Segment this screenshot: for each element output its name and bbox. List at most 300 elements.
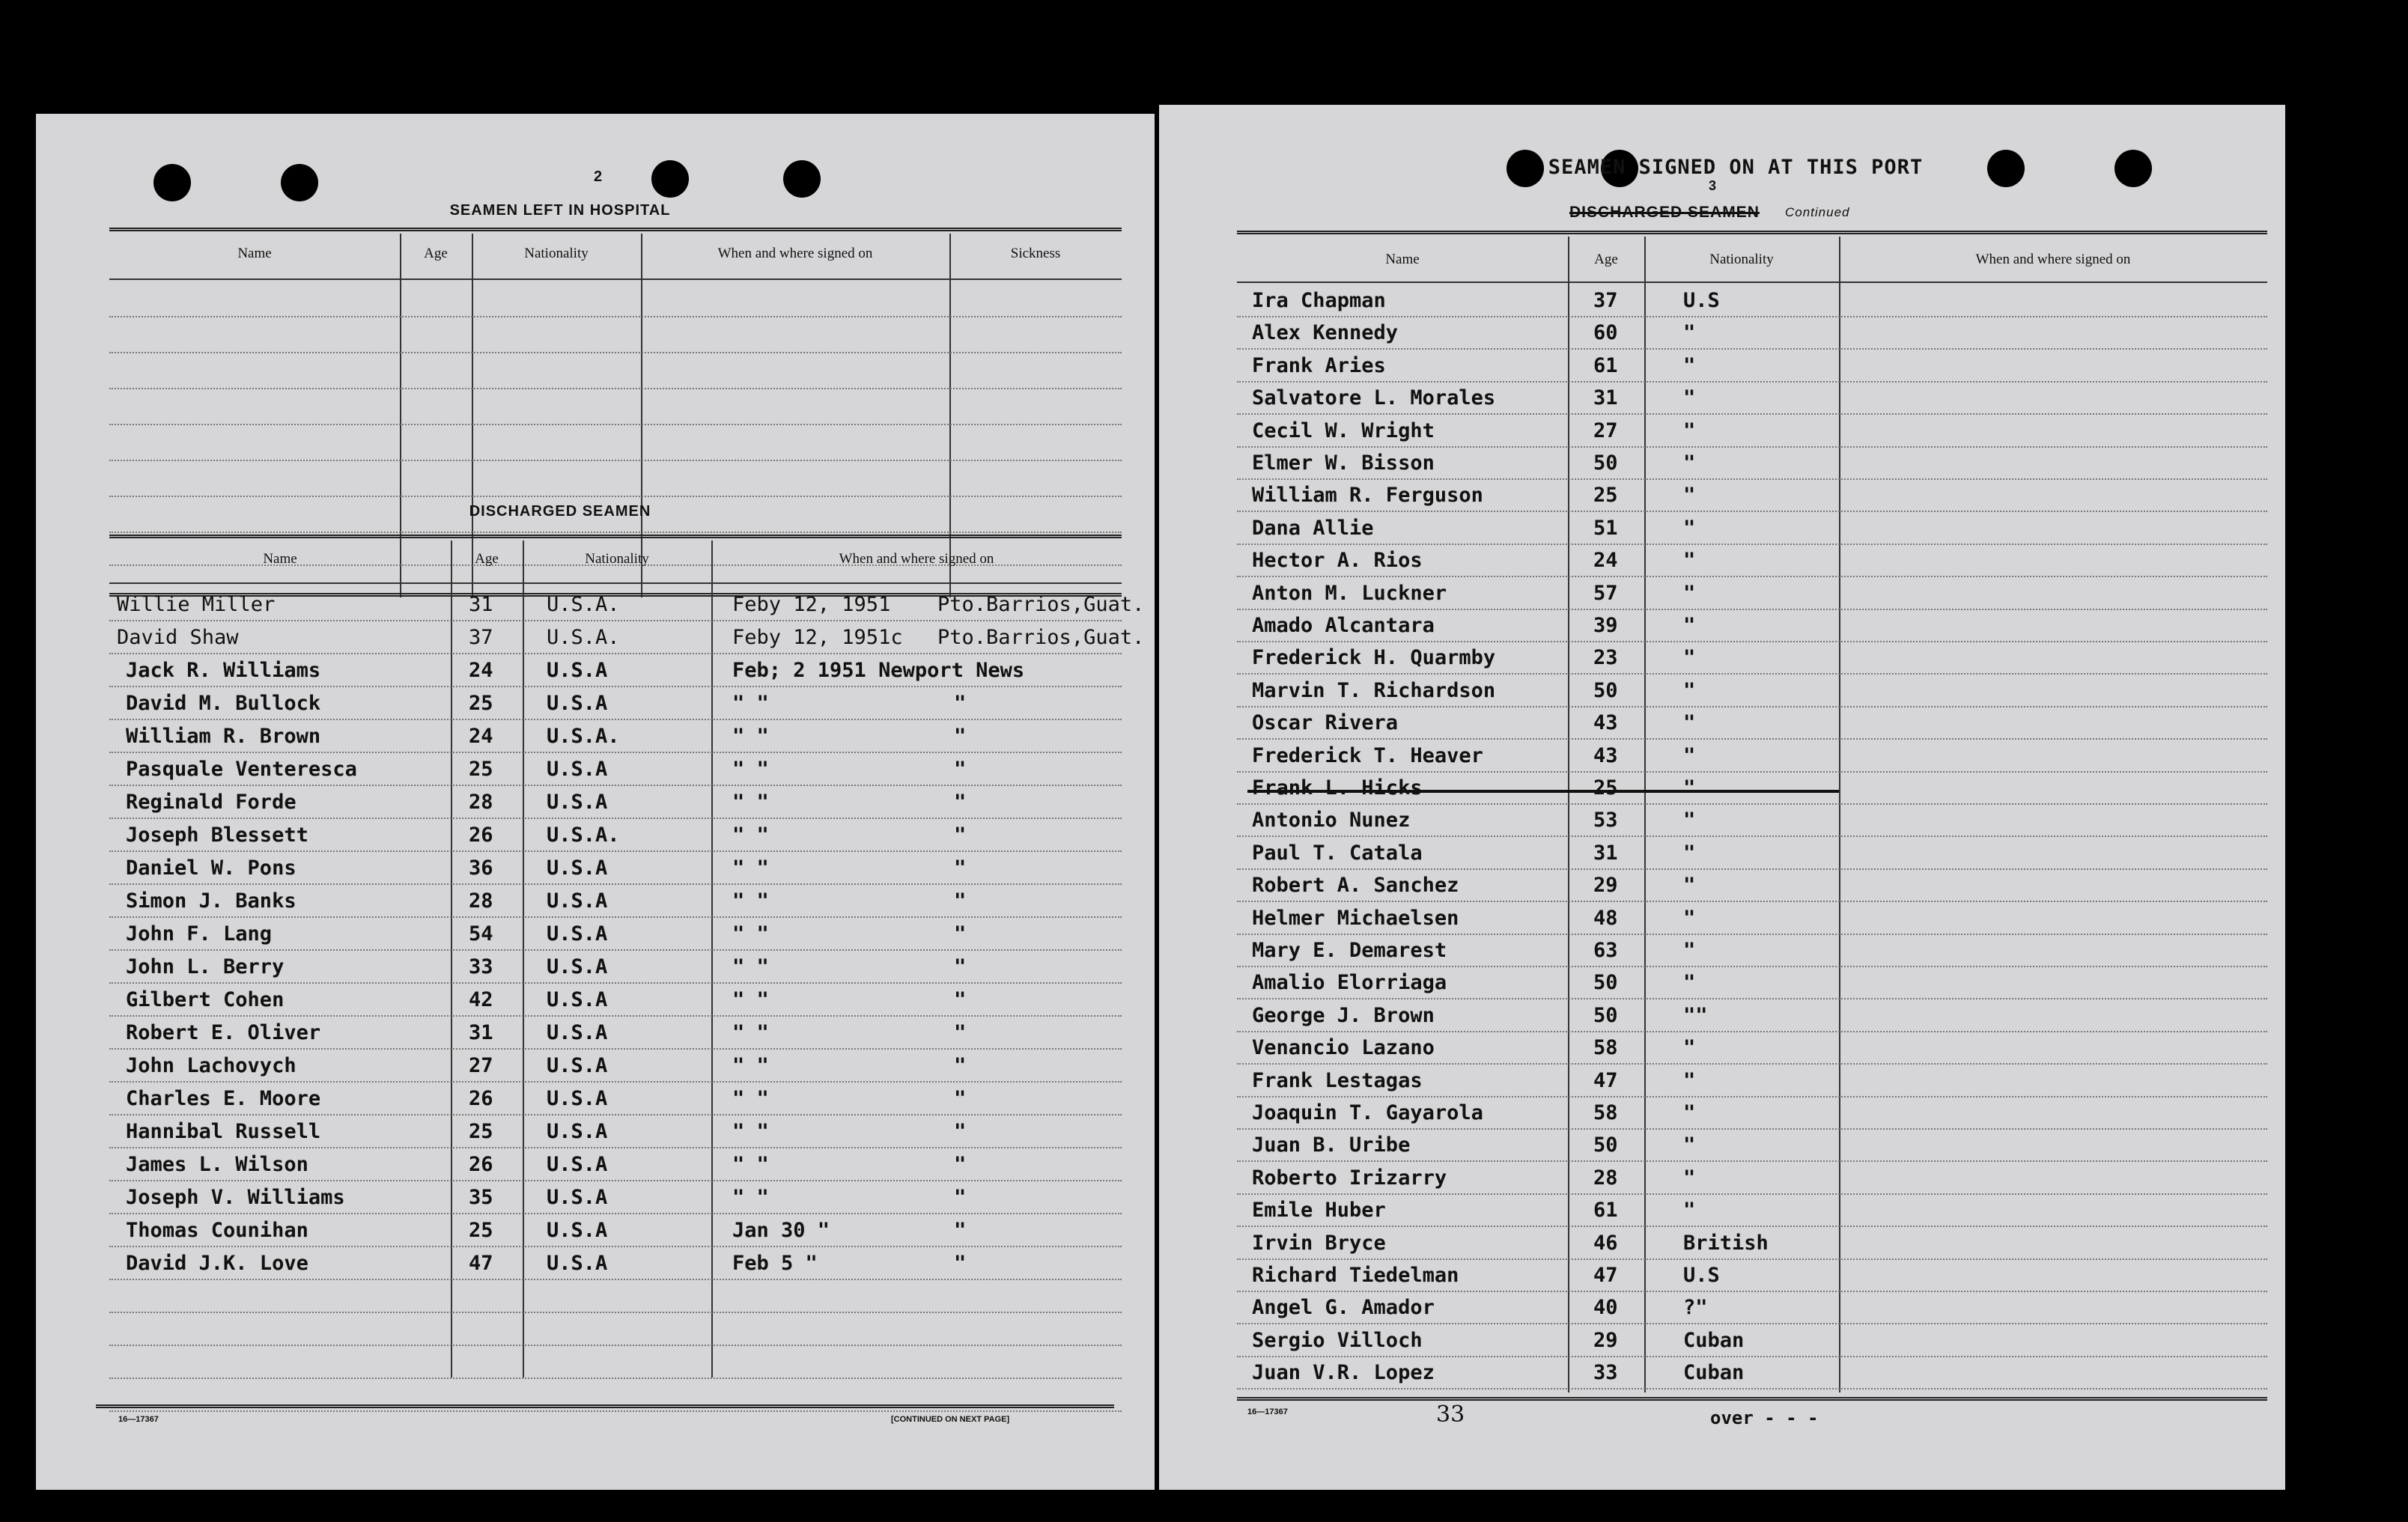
row-rule [1237,1160,2267,1162]
seaman-nationality: U.S.A [547,922,608,946]
row-rule [109,916,1122,918]
seaman-name: Angel G. Amador [1252,1296,1435,1319]
seaman-age: 36 [469,856,493,880]
seaman-nationality: U.S.A [547,791,608,814]
seaman-nationality: " [1683,809,1696,832]
row-rule [109,496,1122,497]
row-rule [1237,413,2267,415]
punch-hole [651,160,689,198]
row-rule [109,532,1122,533]
row-rule [109,1048,1122,1050]
table-rule [1237,281,2267,283]
row-rule [109,686,1122,687]
row-rule [109,850,1122,852]
seaman-age: 25 [469,1219,493,1242]
seaman-age: 25 [469,758,493,781]
signed-on-date: " " [732,1153,769,1176]
seaman-name: John L. Berry [126,955,285,978]
seaman-nationality: " [1683,582,1696,605]
row-rule [109,752,1122,753]
column-divider [1839,237,1840,1392]
row-rule [1237,511,2267,512]
seaman-age: 43 [1593,744,1618,767]
row-rule [1237,1193,2267,1195]
seaman-age: 23 [1593,646,1618,669]
seaman-name: Amado Alcantara [1252,614,1435,637]
signed-on-place: " [954,922,967,946]
row-rule [1237,835,2267,837]
seaman-name: Emile Huber [1252,1199,1386,1222]
row-rule [109,352,1122,353]
row-rule [1237,934,2267,935]
column-divider [472,234,473,597]
seaman-age: 39 [1593,614,1618,637]
seaman-nationality: U.S.A. [547,626,620,649]
seaman-nationality: U.S.A [547,1054,608,1077]
signed-on-date: " " [732,955,769,978]
seaman-age: 33 [469,955,493,978]
seaman-nationality: U.S [1683,1264,1720,1287]
seaman-name: Venancio Lazano [1252,1036,1435,1059]
row-rule [1237,478,2267,480]
column-divider [1644,237,1646,1392]
signed-on-place: " [954,1186,967,1209]
discharged-col-name: Name [263,551,297,567]
punch-hole [153,164,191,201]
row-rule [109,1015,1122,1017]
row-rule [1237,868,2267,870]
seaman-age: 61 [1593,1199,1618,1222]
signed-on-date: " " [732,856,769,880]
row-rule [109,620,1122,621]
seaman-name: Marvin T. Richardson [1252,679,1496,702]
seaman-nationality: Cuban [1683,1329,1745,1352]
signed-on-place: Pto.Barrios,Guat. [937,593,1145,616]
row-rule [1237,998,2267,999]
seaman-nationality: U.S.A. [547,824,620,847]
seaman-age: 31 [1593,386,1618,410]
seaman-name: Joseph Blessett [126,824,308,847]
seaman-age: 35 [469,1186,493,1209]
seaman-age: 29 [1593,874,1618,897]
seaman-name: John Lachovych [126,1054,297,1077]
signed-on-date: " " [732,1186,769,1209]
seaman-nationality: U.S.A [547,988,608,1011]
table-rule [109,535,1122,538]
seaman-age: 43 [1593,711,1618,734]
signed-on-place: " [954,889,967,913]
seaman-age: 24 [469,659,493,682]
seaman-age: 31 [469,593,493,616]
seaman-name: David J.K. Love [126,1252,308,1275]
column-divider [451,541,452,1378]
signed-on-place: " [954,955,967,978]
seaman-age: 50 [1593,679,1618,702]
seaman-name: Thomas Counihan [126,1219,308,1242]
seaman-name: Gilbert Cohen [126,988,285,1011]
seaman-name: Ira Chapman [1252,289,1386,312]
seaman-nationality: U.S.A [547,1087,608,1110]
row-rule [1237,544,2267,545]
seaman-name: Mary E. Demarest [1252,939,1447,962]
row-rule [1237,316,2267,317]
col-nationality: Nationality [1709,252,1774,267]
seaman-nationality: U.S.A [547,1252,608,1275]
discharged-col-nationality: Nationality [585,551,649,567]
seaman-age: 26 [469,1153,493,1176]
seaman-name: Pasquale Venteresca [126,758,357,781]
seaman-age: 42 [469,988,493,1011]
seaman-name: Robert E. Oliver [126,1021,321,1044]
seaman-name: David M. Bullock [126,692,321,715]
seaman-age: 28 [469,791,493,814]
seaman-name: Sergio Villoch [1252,1329,1423,1352]
seaman-nationality: " [1683,939,1696,962]
seaman-nationality: " [1683,1101,1696,1124]
hospital-col-name: Name [237,246,272,261]
col-name: Name [1385,252,1420,267]
continued-note: [CONTINUED ON NEXT PAGE] [891,1415,1010,1424]
row-rule [1237,1388,2267,1389]
row-rule [1237,966,2267,967]
row-rule [1237,1323,2267,1324]
signed-on-date: " " [732,1087,769,1110]
col-age: Age [1594,252,1618,267]
column-divider [711,541,713,1378]
page-number: 3 [1709,178,1718,193]
seaman-nationality: U.S.A [547,1219,608,1242]
row-rule [109,1246,1122,1247]
signed-on-date: Jan 30 " [732,1219,830,1242]
seaman-nationality: " [1683,646,1696,669]
row-rule [109,719,1122,720]
seaman-age: 27 [469,1054,493,1077]
seaman-nationality: "" [1683,1004,1708,1027]
seaman-nationality: " [1683,776,1696,800]
column-divider [949,234,951,597]
seaman-name: Willie Miller [117,593,276,616]
seaman-age: 37 [1593,289,1618,312]
column-divider [400,234,401,597]
col-signed-on: When and where signed on [1975,252,2131,267]
seaman-age: 25 [1593,776,1618,800]
seaman-nationality: " [1683,321,1696,344]
seaman-nationality: U.S.A [547,659,608,682]
seaman-age: 47 [1593,1264,1618,1287]
signed-on-place: " [954,791,967,814]
signed-on-place: " [954,1087,967,1110]
page-title: SEAMEN SIGNED ON AT THIS PORT [1548,156,1924,179]
row-rule [109,1378,1122,1379]
subtitle-note: Continued [1785,205,1850,219]
seaman-name: Frederick H. Quarmby [1252,646,1496,669]
punch-hole [2114,150,2152,187]
seaman-name: Charles E. Moore [126,1087,321,1110]
discharged-col-signed-on: When and where signed on [839,551,994,567]
seaman-name: Hector A. Rios [1252,549,1423,572]
signed-on-place: Pto.Barrios,Guat. [937,626,1145,649]
signed-on-date: " " [732,1021,769,1044]
seaman-age: 61 [1593,354,1618,377]
seaman-age: 26 [469,1087,493,1110]
seaman-name: Cecil W. Wright [1252,419,1435,442]
seaman-nationality: " [1683,971,1696,994]
seaman-nationality: " [1683,907,1696,930]
seaman-age: 31 [1593,841,1618,865]
seaman-name: Juan B. Uribe [1252,1133,1411,1157]
seaman-name: Joaquin T. Gayarola [1252,1101,1483,1124]
seaman-nationality: U.S.A [547,758,608,781]
signed-on-date: " " [732,988,769,1011]
signed-on-date: " " [732,1120,769,1143]
seaman-name: Reginald Forde [126,791,297,814]
seaman-name: Oscar Rivera [1252,711,1399,734]
seaman-nationality: " [1683,874,1696,897]
seaman-age: 57 [1593,582,1618,605]
seaman-age: 58 [1593,1036,1618,1059]
signed-on-place: " [954,824,967,847]
row-rule [109,949,1122,951]
seaman-age: 50 [1593,971,1618,994]
row-rule [109,785,1122,786]
row-rule [109,1213,1122,1214]
signed-on-place: " [954,1219,967,1242]
seaman-name: Joseph V. Williams [126,1186,345,1209]
seaman-nationality: " [1683,484,1696,507]
seaman-nationality: " [1683,549,1696,572]
row-rule [1237,1356,2267,1357]
seaman-age: 29 [1593,1329,1618,1352]
signed-on-place: " [954,1054,967,1077]
seaman-nationality: " [1683,1133,1696,1157]
row-rule [1237,1063,2267,1065]
hospital-col-signed-on: When and where signed on [717,246,873,261]
row-rule [1237,738,2267,740]
seaman-age: 37 [469,626,493,649]
signed-on-place: " [954,692,967,715]
seaman-name: Frank L. Hicks [1252,776,1423,800]
seaman-name: Frederick T. Heaver [1252,744,1483,767]
seaman-age: 63 [1593,939,1618,962]
row-rule [1237,706,2267,707]
row-rule [109,316,1122,317]
row-rule [109,1180,1122,1181]
discharged-col-age: Age [475,551,499,567]
signed-on-place: " [954,1021,967,1044]
seaman-nationality: " [1683,386,1696,410]
seaman-nationality: " [1683,1069,1696,1092]
seaman-age: 54 [469,922,493,946]
seaman-name: Salvatore L. Morales [1252,386,1496,410]
seaman-nationality: " [1683,841,1696,865]
seaman-nationality: " [1683,419,1696,442]
hospital-col-sickness: Sickness [1010,246,1061,261]
seaman-age: 47 [1593,1069,1618,1092]
seaman-name: Dana Allie [1252,517,1374,540]
signed-on-place: " [954,1252,967,1275]
signed-on-date: Feby 12, 1951c [732,626,903,649]
form-number: 16—17367 [1247,1407,1288,1416]
row-rule [1237,673,2267,675]
table-rule [1237,1397,2267,1401]
row-rule [1237,1096,2267,1098]
seaman-name: Daniel W. Pons [126,856,297,880]
seaman-nationality: U.S.A. [547,725,620,748]
seaman-nationality: U.S.A [547,1120,608,1143]
punch-hole [783,160,821,198]
seaman-age: 24 [1593,549,1618,572]
row-rule [109,818,1122,819]
column-divider [1568,237,1569,1392]
seaman-name: John F. Lang [126,922,273,946]
seaman-nationality: " [1683,451,1696,475]
seaman-age: 53 [1593,809,1618,832]
page-count: 33 [1436,1401,1465,1428]
table-rule [109,278,1122,280]
seaman-age: 25 [1593,484,1618,507]
seaman-name: Irvin Bryce [1252,1232,1386,1255]
strike-through [1247,790,1839,793]
table-rule [96,1404,1114,1408]
row-rule [1237,1258,2267,1260]
table-rule [109,582,1122,584]
signed-on-place: " [954,1120,967,1143]
signed-on-date: " " [732,758,769,781]
seaman-nationality: " [1683,517,1696,540]
hospital-col-nationality: Nationality [524,246,589,261]
seaman-age: 60 [1593,321,1618,344]
seaman-age: 25 [469,692,493,715]
row-rule [1237,1291,2267,1292]
seaman-age: 28 [469,889,493,913]
discharged-section-title: DISCHARGED SEAMEN [469,503,651,520]
row-rule [1237,641,2267,642]
seaman-name: Antonio Nunez [1252,809,1411,832]
row-rule [109,460,1122,461]
seaman-name: Alex Kennedy [1252,321,1399,344]
seaman-nationality: " [1683,354,1696,377]
seaman-age: 26 [469,824,493,847]
seaman-nationality: " [1683,711,1696,734]
signed-on-date: " " [732,725,769,748]
row-rule [1237,901,2267,902]
row-rule [1237,1031,2267,1032]
row-rule [109,388,1122,389]
row-rule [109,1312,1122,1313]
seaman-age: 31 [469,1021,493,1044]
table-rule [109,228,1122,231]
seaman-age: 46 [1593,1232,1618,1255]
seaman-age: 50 [1593,1004,1618,1027]
seaman-nationality: U.S.A [547,1153,608,1176]
row-rule [109,1410,1122,1412]
row-rule [1237,1128,2267,1130]
row-rule [1237,803,2267,805]
seaman-nationality: U.S.A [547,856,608,880]
form-number: 16—17367 [118,1415,159,1424]
signed-on-date: " " [732,922,769,946]
seaman-age: 28 [1593,1166,1618,1190]
row-rule [109,1279,1122,1280]
signed-on-date: Feb 5 " [732,1252,818,1275]
punch-hole [281,164,318,201]
seaman-name: Roberto Irizarry [1252,1166,1447,1190]
row-rule [109,653,1122,654]
row-rule [1237,446,2267,448]
seaman-name: Robert A. Sanchez [1252,874,1459,897]
signed-on-date: " " [732,889,769,913]
seaman-nationality: " [1683,679,1696,702]
signed-on-place: " [954,988,967,1011]
signed-on-date: " " [732,692,769,715]
column-divider [641,234,642,597]
seaman-name: Jack R. Williams [126,659,321,682]
signed-on-date: Feby 12, 1951 [732,593,891,616]
seaman-name: Juan V.R. Lopez [1252,1361,1435,1384]
column-divider [523,541,524,1378]
seaman-nationality: U.S.A [547,1186,608,1209]
seaman-name: Amalio Elorriaga [1252,971,1447,994]
seaman-age: 51 [1593,517,1618,540]
seaman-age: 50 [1593,1133,1618,1157]
seaman-name: Simon J. Banks [126,889,297,913]
seaman-nationality: U.S.A [547,955,608,978]
seaman-nationality: British [1683,1232,1769,1255]
hospital-section-title: SEAMEN LEFT IN HOSPITAL [449,202,671,219]
seaman-nationality: U.S [1683,289,1720,312]
row-rule [1237,348,2267,350]
signed-on-date: Feb; 2 1951 Newport News [732,659,1025,682]
seaman-name: Frank Aries [1252,354,1386,377]
page-number: 2 [594,168,603,185]
signed-on-place: " [954,856,967,880]
seaman-nationality: " [1683,1166,1696,1190]
seaman-age: 50 [1593,451,1618,475]
seaman-nationality: U.S.A [547,692,608,715]
row-rule [1237,1226,2267,1227]
over-note: over - - - [1710,1407,1819,1428]
signed-on-date: " " [732,791,769,814]
seaman-age: 40 [1593,1296,1618,1319]
table-rule [1237,231,2267,234]
seaman-nationality: U.S.A [547,889,608,913]
seaman-name: William R. Brown [126,725,321,748]
seaman-nationality: Cuban [1683,1361,1745,1384]
seaman-name: Paul T. Catala [1252,841,1423,865]
seaman-age: 27 [1593,419,1618,442]
seaman-name: William R. Ferguson [1252,484,1483,507]
seaman-age: 33 [1593,1361,1618,1384]
seaman-nationality: " [1683,614,1696,637]
signed-on-date: " " [732,1054,769,1077]
row-rule [109,424,1122,425]
seaman-age: 47 [469,1252,493,1275]
left-page [36,114,1155,1490]
signed-on-date: " " [732,824,769,847]
seaman-age: 58 [1593,1101,1618,1124]
struck-subtitle: DISCHARGED SEAMEN [1569,204,1760,221]
hospital-col-age: Age [424,246,448,261]
row-rule [1237,381,2267,383]
right-page [1159,105,2285,1490]
row-rule [109,1147,1122,1148]
seaman-name: George J. Brown [1252,1004,1435,1027]
seaman-nationality: U.S.A [547,1021,608,1044]
seaman-name: David Shaw [117,626,239,649]
seaman-nationality: ?" [1683,1296,1708,1319]
seaman-nationality: U.S.A. [547,593,620,616]
seaman-age: 25 [469,1120,493,1143]
